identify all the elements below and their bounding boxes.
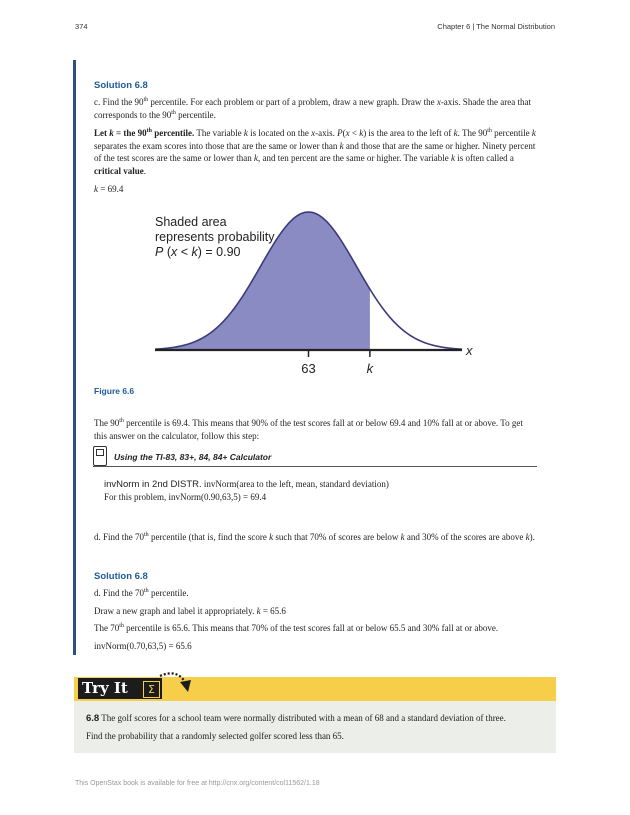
figure-label: Figure 6.6 xyxy=(94,386,135,396)
solution-title-2: Solution 6.8 xyxy=(94,571,148,582)
chapter-header: Chapter 6 | The Normal Distribution xyxy=(437,22,555,31)
annotation-line-1: Shaded area xyxy=(155,215,227,229)
calculator-rule xyxy=(93,466,537,467)
solution-title: Solution 6.8 xyxy=(94,80,148,91)
try-it-label: Try It xyxy=(78,678,162,699)
k-value: k = 69.4 xyxy=(94,184,124,194)
calculator-icon xyxy=(93,446,107,466)
sigma-icon: Σ xyxy=(143,681,160,698)
normal-distribution-graph xyxy=(140,200,480,380)
page-footer: This OpenStax book is available for free at http://cnx.org/content/col11562/1.18 xyxy=(75,780,320,787)
solution2-line1: d. Find the 70th percentile. xyxy=(94,588,189,598)
x-axis-label: x xyxy=(466,343,473,358)
explanation-text: The 90th percentile is 69.4. This means that 90% of the test scores fall at or below 69.4 and 10% fall at or above. To get this answer on the calculator, follow this step: xyxy=(94,418,523,441)
explanation-block xyxy=(94,417,537,442)
try-it-box xyxy=(74,701,556,753)
solution2-line2: Draw a new graph and label it appropriately. k = 65.6 xyxy=(94,605,286,616)
try-it-text-2: Find the probability that a randomly selected golfer scored less than 65. xyxy=(86,731,344,741)
solution-sidebar-bar xyxy=(73,60,76,655)
tick-label-mean: 63 xyxy=(301,361,316,376)
part-c-text: c. Find the 90th percentile. For each problem or part of a problem, draw a new graph. Draw the x-axis. Shade the area that corresponds to the 90th percentile. xyxy=(94,97,532,120)
part-d-text: d. Find the 70th percentile (that is, find the score k such that 70% of scores are below k and 30% of the scores are above k). xyxy=(94,532,535,542)
solution2-line3: The 70th percentile is 65.6. This means that 70% of the test scores fall at or below 65.5 and 30% fall at or above. xyxy=(94,623,499,633)
part-d-block xyxy=(94,531,537,544)
tick-label-k: k xyxy=(366,361,374,376)
let-k-paragraph: Let k = the 90th percentile. The variable k is located on the x-axis. P(x < k) is the area to the left of k. The 90th percentile k separates the exam scores into those that are the same or lower than k and those that are the same or higher. Ninety percent of the test scores are the same or lower than k, and ten percent are the same or higher. The variable k is often called a critical value. xyxy=(94,128,536,176)
solution-block-1 xyxy=(94,80,537,196)
calculator-step: invNorm in 2nd DISTR. invNorm(area to the left, mean, standard deviation) xyxy=(104,479,389,490)
annotation-line-2: represents probability xyxy=(155,230,275,244)
dotted-arrow-icon xyxy=(158,670,192,696)
solution-block-2 xyxy=(94,571,537,652)
annotation-line-3: P (x < k) = 0.90 xyxy=(155,245,241,259)
try-it-text: 6.8 The golf scores for a school team were normally distributed with a mean of 68 and a standard deviation of three. xyxy=(86,713,506,724)
solution2-line4: invNorm(0.70,63,5) = 65.6 xyxy=(94,640,192,651)
calculator-title: Using the TI-83, 83+, 84, 84+ Calculator xyxy=(114,452,272,462)
calculator-example: For this problem, invNorm(0.90,63,5) = 69.4 xyxy=(104,492,267,502)
page-number: 374 xyxy=(75,22,88,31)
